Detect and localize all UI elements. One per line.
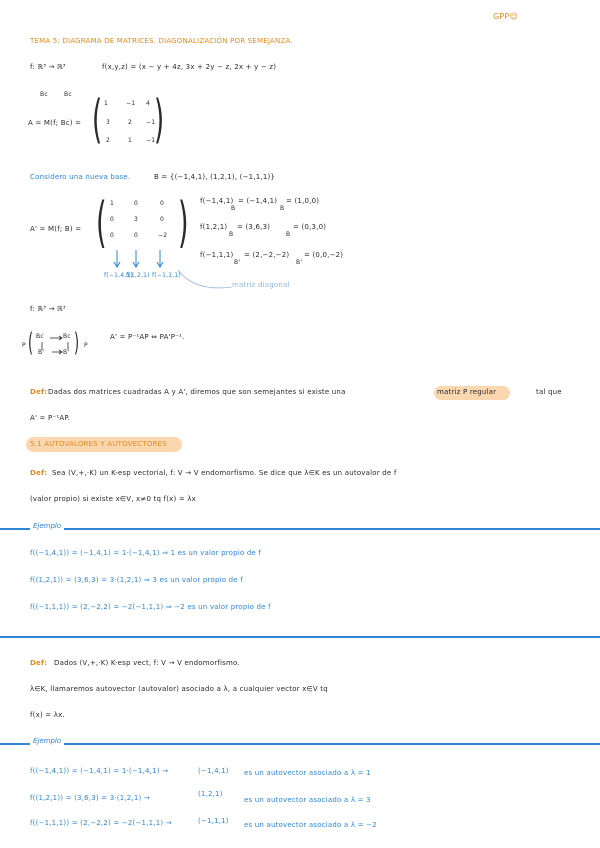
image-rhs: = (1,0,0) [286,197,320,205]
matrix-cell: 0 [134,200,139,207]
matrix-cell: 2 [106,137,111,144]
section-title: 5.1 AUTOVALORES Y AUTOVECTORES [30,440,167,448]
column-image-label: f(−1,4,1) [104,272,133,279]
matrix-cell: −2 [158,232,168,239]
similarity-formula: A' = P⁻¹AP ⇔ PA'P⁻¹. [110,333,185,341]
new-basis-set: B = {(−1,4,1), (1,2,1), (−1,1,1)} [154,173,276,181]
matrix-a2-label: A' = M(f; B) = [30,225,82,233]
example-vector: (1,2,1) [198,790,223,798]
matrix-cell: 1 [110,200,115,207]
diagram-bottom-left: B' [38,349,45,356]
matrix-a2-left-paren: ( [96,191,107,254]
def-similar-line2: A' = P⁻¹AP. [30,414,71,422]
def-eigenvector-line1: Dados (V,+,·K) K-esp vect, f: V → V endomorfismo. [54,659,240,667]
matrix-cell: 3 [106,119,111,126]
example-vector: (−1,4,1) [198,767,229,775]
image-sub: B [229,231,234,238]
image-rhs: = (0,0,−2) [304,251,344,259]
matrix-cell: 3 [134,216,139,223]
example-line: f((−1,1,1)) = (2,−2,2) = −2(−1,1,1) ⇒ −2 es un valor propio de f [30,603,271,611]
matrix-a-col-label: Bc [64,91,72,98]
matrix-cell: 2 [128,119,133,126]
divider-rule [0,636,600,638]
matrix-a-left-paren: ( [92,90,103,150]
image-rhs: = (0,3,0) [293,223,327,231]
example-line: f((−1,4,1)) = (−1,4,1) = 1·(−1,4,1) ⇒ 1 es un valor propio de f [30,549,262,557]
example-vector: (−1,1,1) [198,817,229,825]
image-mid: = (−1,4,1) [238,197,278,205]
def-similar-line1-end: tal que [536,388,562,396]
matrix-cell: 1 [128,137,133,144]
image-mid: = (2,−2,−2) [244,251,290,259]
def-eigenvalue-line2: (valor propio) si existe x∈V, x≠0 tq f(x) = λx [30,495,197,503]
divider-rule [0,743,600,745]
def-eigenvalue-line1: Sea (V,+,·K) un K-esp vectorial, f: V → V endomorfismo. Se dice que λ∈K es un autovalor de f [52,469,397,477]
matrix-a-col-label: Bc [40,91,48,98]
diagram-top-left: Bc [36,333,44,340]
example-left: f((1,2,1)) = (3,6,3) = 3·(1,2,1) → [30,794,150,802]
matrix-cell: −1 [146,119,156,126]
matrix-cell: 0 [160,216,165,223]
matrix-cell: 0 [110,216,115,223]
diagonal-note: matriz diagonal [232,281,290,289]
example-line: f((1,2,1)) = (3,6,3) = 3·(1,2,1) ⇒ 3 es un valor propio de f [30,576,243,584]
matrix-a2-right-paren: ) [178,191,189,254]
example-right: es un autovector asociado a λ = 1 [244,769,371,777]
image-lhs: f(1,2,1) [200,223,228,231]
diagram-right-paren: ) [74,328,80,358]
example-label: Ejemplo [30,738,64,745]
image-sub: B [280,205,285,212]
def-similar-line1: Dadas dos matrices cuadradas A y A', diremos que son semejantes si existe una [48,388,346,396]
matrix-cell: −1 [126,100,136,107]
image-sub: B [286,231,291,238]
def-similar-highlight: matriz P regular [437,388,497,396]
divider-rule [0,528,600,530]
def-eigenvector-line3: f(x) = λx. [30,711,65,719]
def-tag: Def: [30,659,48,667]
example-right: es un autovector asociado a λ = −2 [244,821,377,829]
matrix-cell: 4 [146,100,151,107]
matrix-cell: 0 [160,200,165,207]
new-basis-text: Considero una nueva base. [30,173,131,181]
map2: f: ℝ³ → ℝ³ [30,305,66,313]
image-sub: B' [296,259,303,266]
diagram-top-right: Bc [63,333,71,340]
map-rule: f(x,y,z) = (x − y + 4z, 3x + 2y − z, 2x + y − z) [102,63,277,71]
example-label: Ejemplo [30,523,64,530]
image-sub: B' [234,259,241,266]
column-image-label: f(1,2,1) [126,272,150,279]
example-left: f((−1,1,1)) = (2,−2,2) = −2(−1,1,1) → [30,819,172,827]
matrix-cell: 0 [134,232,139,239]
def-tag: Def: [30,469,48,477]
def-eigenvector-line2: λ∈K, llamaremos autovector (autovalor) asociado a λ, a cualquier vector x∈V tq [30,685,328,693]
matrix-cell: 1 [104,100,109,107]
def-tag: Def: [30,388,48,396]
matrix-cell: 0 [110,232,115,239]
author-initials: GPP☺ [493,12,518,21]
image-lhs: f(−1,4,1) [200,197,234,205]
matrix-a-label: A = M(f; Bc) = [28,119,82,127]
map-domain: f: ℝ³ → ℝ³ [30,63,66,71]
diagram-left-paren: ( [28,328,34,358]
diagram-bottom-right: B' [63,349,70,356]
topic-title: TEMA 5: DIAGRAMA DE MATRICES. DIAGONALIZACIÓN POR SEMEJANZA. [30,37,293,45]
diagram-p-right: P [84,342,88,349]
image-mid: = (3,6,3) [237,223,271,231]
matrix-cell: −1 [146,137,156,144]
image-lhs: f(−1,1,1) [200,251,234,259]
column-image-label: f(−1,1,1) [152,272,181,279]
matrix-a-right-paren: ) [154,90,165,150]
image-sub: B [231,205,236,212]
diagram-p-left: P [22,342,26,349]
example-left: f((−1,4,1)) = (−1,4,1) = 1·(−1,4,1) → [30,767,169,775]
example-right: es un autovector asociado a λ = 3 [244,796,371,804]
